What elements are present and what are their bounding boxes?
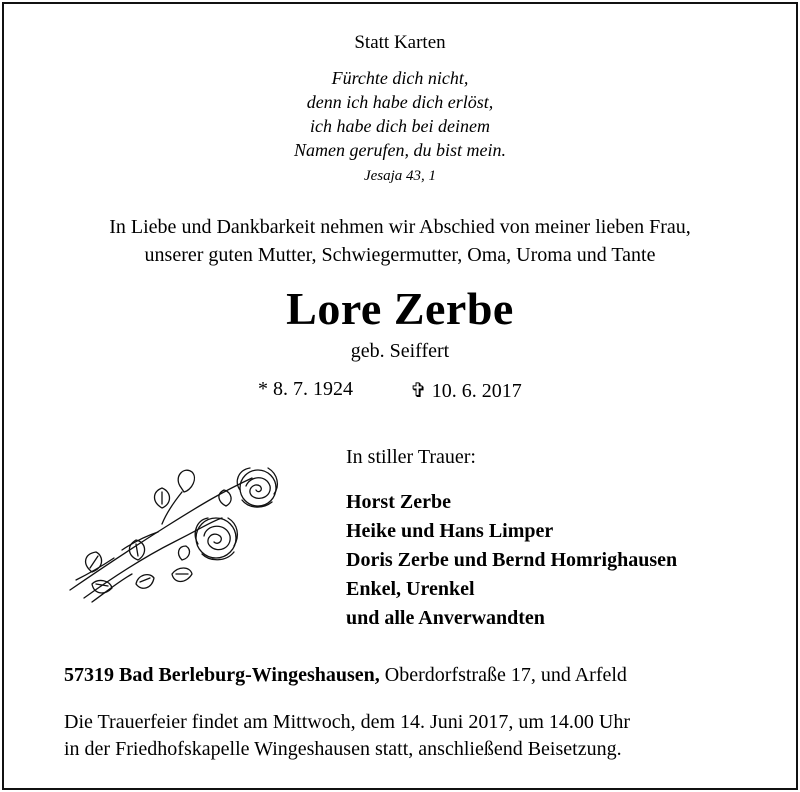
funeral-info xyxy=(64,709,630,763)
verse-line: Namen gerufen, du bist mein. xyxy=(294,140,506,160)
maiden-name: geb. Seiffert xyxy=(350,340,450,362)
mourner-name: Heike und Hans Limper xyxy=(346,520,554,542)
farewell-intro xyxy=(0,213,800,269)
verse-line: ich habe dich bei deinem xyxy=(310,116,490,136)
statt-karten: Statt Karten xyxy=(354,32,446,53)
intro-line: unserer guten Mutter, Schwiegermutter, Oma, Uroma und Tante xyxy=(144,244,656,266)
funeral-line: Die Trauerfeier findet am Mittwoch, dem 14. Juni 2017, um 14.00 Uhr xyxy=(64,711,631,733)
address-city: 57319 Bad Berleburg-Wingeshausen, xyxy=(64,664,380,686)
mourner-name: Enkel, Urenkel xyxy=(346,578,475,600)
mourning-heading: In stiller Trauer: xyxy=(346,446,476,468)
rose-illustration xyxy=(62,456,284,608)
funeral-line: in der Friedhofskapelle Wingeshausen statt, anschließend Beisetzung. xyxy=(64,738,622,760)
verse-line: Fürchte dich nicht, xyxy=(331,68,469,88)
mourner-name: Horst Zerbe xyxy=(346,491,451,513)
mourner-name: Doris Zerbe und Bernd Homrighausen xyxy=(346,549,678,571)
mourner-name: und alle Anverwandten xyxy=(346,607,545,629)
birth-date: * 8. 7. 1924 xyxy=(258,378,353,400)
verse-reference: Jesaja 43, 1 xyxy=(363,168,437,184)
mourners-list xyxy=(346,488,677,633)
verse-line: denn ich habe dich erlöst, xyxy=(306,92,494,112)
address xyxy=(64,664,627,687)
address-street: Oberdorfstraße 17, und Arfeld xyxy=(379,664,627,686)
deceased-name: Lore Zerbe xyxy=(286,283,514,334)
death-date: ✞ 10. 6. 2017 xyxy=(410,380,522,402)
bible-verse xyxy=(0,66,800,162)
intro-line: In Liebe und Dankbarkeit nehmen wir Abschied von meiner lieben Frau, xyxy=(109,216,691,238)
